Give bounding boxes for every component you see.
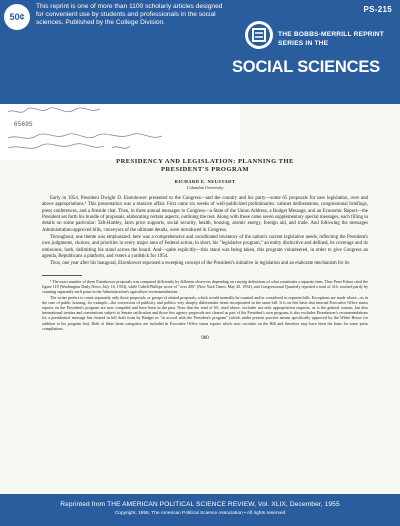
price-badge: 50¢ bbox=[4, 4, 30, 30]
copyright-notice: Copyright, 1955, The American Political Science Association • All rights reserved bbox=[114, 511, 286, 516]
author-affiliation: Columbia University bbox=[186, 185, 224, 190]
accession-stamp: 65695 bbox=[14, 121, 33, 128]
handwriting-scribble bbox=[0, 104, 240, 160]
body-paragraph: Early in 1954, President Dwight D. Eisenhower presented to the Congress—and the country and his party—some 65 proposals for new legislation, over and above appropriations.¹ This presentation was a massive affair. First came six weeks of well-publicized preliminaries: cabinet deliberations, congressional briefings, press conferences, and a fireside chat. Then, in three annual messages to Congress—a State of the Union Address, a Budget Message, and an Economic Report—the President set forth his bundle of proposals, elaborating certain aspects, outlining the rest. Along with these came seven supplementary special messages, each filling in details on some particular: Taft-Hartley, farm price supports, social security, health, housing, atomic energy, foreign aid, and trade. And following the messages Administration-approved bills, conveyors of the ultimate details, were introduced in Congress. bbox=[42, 196, 368, 233]
footnotes bbox=[42, 279, 368, 331]
author-name: RICHARD E. NEUSTADT bbox=[174, 179, 236, 184]
title-line: PRESIDENCY AND LEGISLATION: PLANNING THE bbox=[116, 158, 294, 165]
footer-band bbox=[0, 494, 400, 526]
article-title bbox=[42, 158, 368, 174]
series-title: SOCIAL SCIENCES bbox=[232, 58, 380, 76]
publisher-logo-icon bbox=[244, 20, 274, 50]
series-line: THE BOBBS-MERRILL REPRINT SERIES IN THE bbox=[278, 31, 384, 47]
title-line: PRESIDENT'S PROGRAM bbox=[160, 166, 250, 173]
page-number: 980 bbox=[201, 335, 209, 341]
article-body bbox=[42, 196, 368, 268]
article bbox=[42, 158, 368, 341]
body-paragraph: Thus, one year after his inaugural, Eisenhower espoused a sweeping concept of the President's initiative in legislation and an elaborate mechanism for its bbox=[50, 261, 350, 267]
series-code: PS-215 bbox=[363, 5, 392, 14]
reprint-notice: This reprint is one of more than 1100 scholarly articles designed for convenient use by students and professionals in the social sciences. Published by the College Division. bbox=[36, 3, 223, 26]
header-band bbox=[0, 0, 400, 104]
handwritten-notes bbox=[0, 104, 240, 160]
footnote: ¹ The exact number of these Eisenhower proposals was computed differently by different observers depending on varying definitions of what constitutes a separate item. Thus Peter Edson cited the figure 119 (Washington Daily News, July 16, 1954), while Cabell Phillips wrote of "over 200" (New York Times, May 30, 1954), and Congressional Quarterly reported a total of 314, reached partly by counting separately each point in the Administration's agriculture recommendations. bbox=[42, 278, 368, 294]
footnote-divider bbox=[42, 275, 82, 276]
footnote: The writer prefers to count separately only those proposals, or groups of related proposals, which would normally be counted and/or considered in separate bills. Exceptions are made where—as in the case of public housing, for example—the conversion of publicity and politics very sharply differentiate items incorporated in the same bill. It is on this basis that internal Executive Office status reports on the President's program are now compiled and have been in the past. Note that the total of 65, cited above, excludes not only appropriation requests, as is the general custom, but also international treaties and conventions subject to Senate ratification and those few agency proposals not cleared as part of the President's own program; it also excludes Eisenhower's recommendations for a presidential message but cleared in bill draft form by Budget as "in accord with the President's program" (which under present practice means specifically approved by the White House for addition to his program list). Both of these latter categories are included in Executive Office status reports which now circulate on the Hill and therefore may have been the basis for some press compilations. bbox=[42, 295, 368, 331]
source-citation: Reprinted from THE AMERICAN POLITICAL SCIENCE REVIEW, Vol. XLIX, December, 1955 bbox=[60, 501, 340, 508]
body-paragraph: Throughout, one theme was emphasized: here was a comprehensive and coordinated inventory of the nation's current legislative needs, reflecting the President's own judgments, choices, and priorities in every major area of Federal action; in short, his "legislative program," an entity distinctive and defined, its coverage and its omissions, both, delimiting his stand across the board. And—quite explicitly—this stand was being taken, this program volunteered, in order to give Congress an agenda, Republicans a platform, and voters a yardstick for 1954. bbox=[42, 235, 368, 260]
